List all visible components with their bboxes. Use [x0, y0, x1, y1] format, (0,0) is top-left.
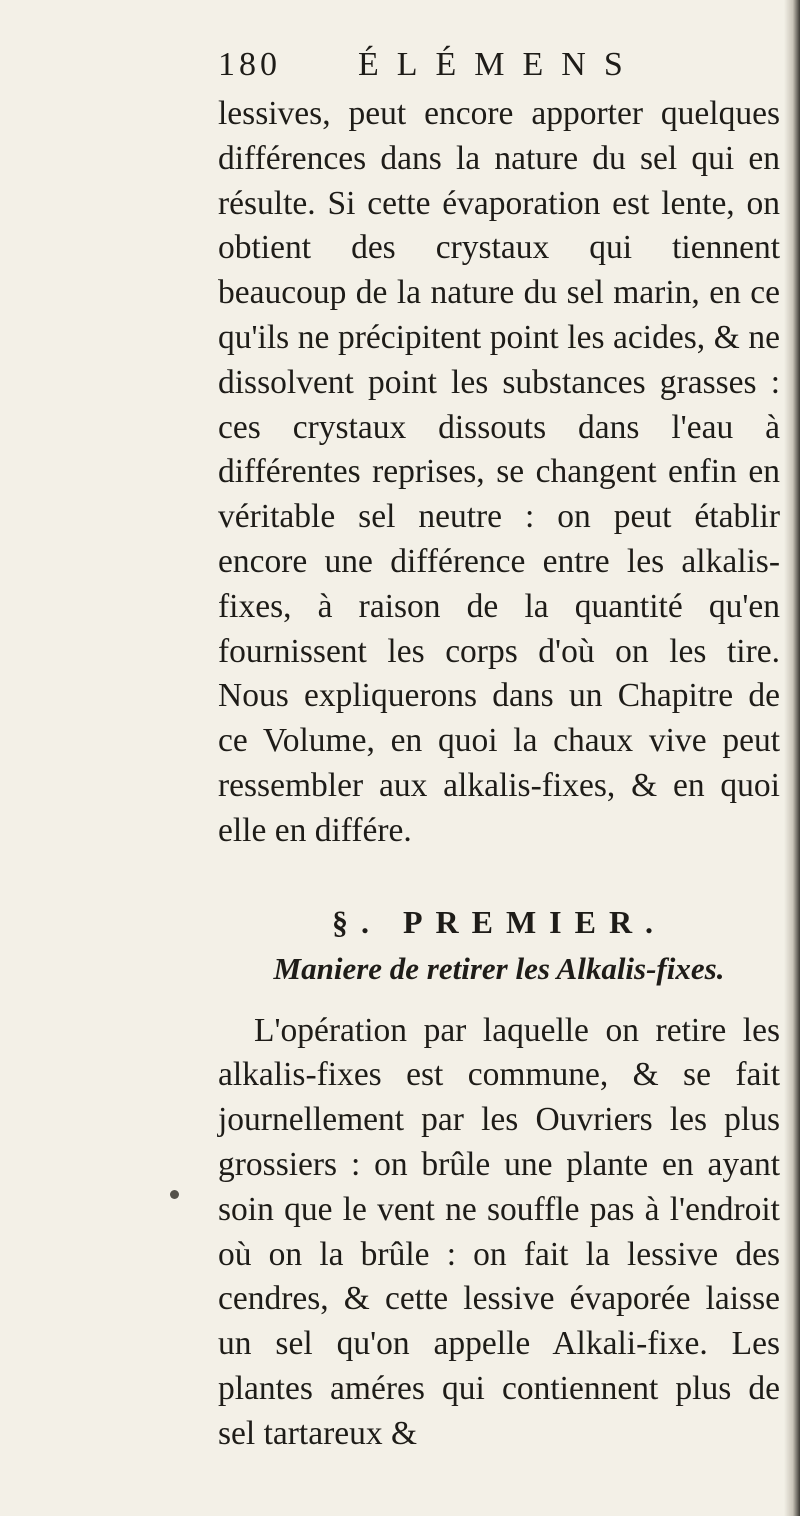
section-body — [218, 1009, 780, 1457]
section-subtitle: Maniere de retirer les Alkalis-fixes. — [273, 950, 725, 986]
section-heading: §. PREMIER. — [331, 903, 667, 940]
running-head — [218, 40, 780, 92]
page-number: 180 — [218, 46, 281, 83]
section-paragraph: L'opération par laquelle on retire les alkalis-fixes est commune, & se fait journellement par les Ouvriers les plus grossiers : on brûle une plante en ayant soin que le vent ne souffle pas à l'endroit où on la brûle : on fait la lessive des cendres, & cette lessive évaporée laisse un sel qu'on appelle Alkali-fixe. Les plantes améres qui contiennent plus de sel tartareux & — [218, 1011, 780, 1452]
page-edge-shadow — [784, 0, 800, 1516]
book-page — [218, 40, 780, 1457]
body-paragraph: lessives, peut encore apporter quelques différences dans la nature du sel qui en résulte. Si cette évaporation est lente, on obtient des crystaux qui tiennent beaucoup de la nature du sel marin, en ce qu'ils ne précipitent point les acides, & ne dissolvent point les substances grasses : ces crystaux dissouts dans l'eau à différentes reprises, se changent enfin en véritable sel neutre : on peut établir encore une différence entre les alkalis-fixes, à raison de la quantité qu'en fournissent les corps d'où on les tire. Nous expliquerons dans un Chapitre de ce Volume, en quoi la chaux vive peut ressembler aux alkalis-fixes, & en quoi elle en différe. — [218, 95, 780, 849]
body-text — [218, 92, 780, 854]
ink-speck — [170, 1190, 179, 1199]
running-title: ÉLÉMENS — [358, 46, 641, 83]
